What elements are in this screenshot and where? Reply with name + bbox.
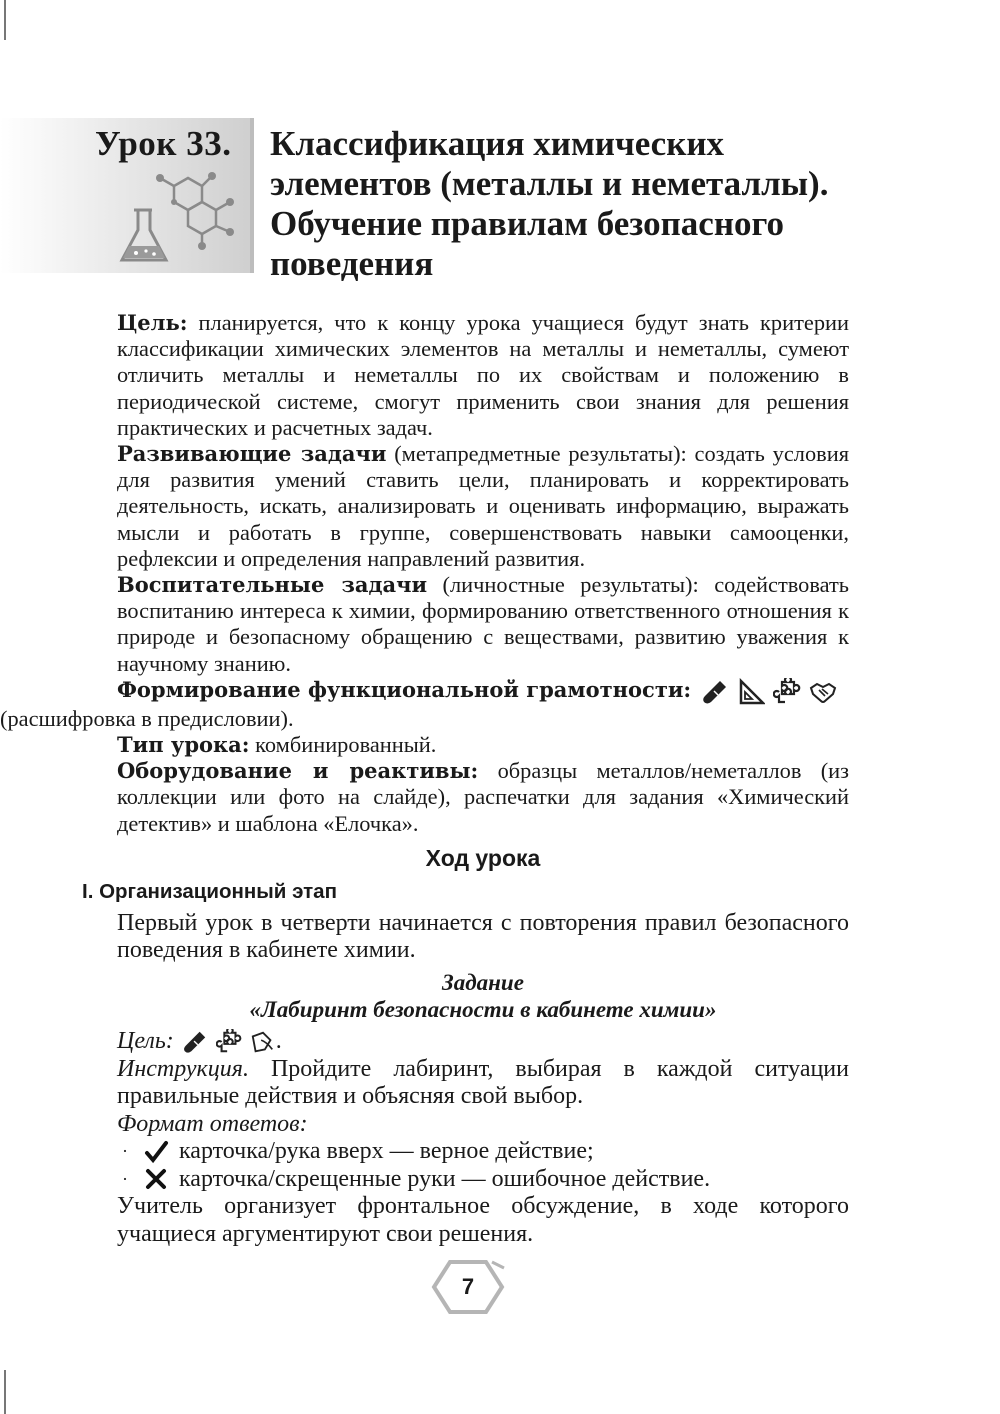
goal-text: планируется, что к концу урока учащиеся будут знать критерии классификации химических элементов на металлы и неметаллы, сумеют отличить металлы и неметаллы по их свойствам и положению в периодической системе, смогут применить свои знания для решения практических и расчетных задач. <box>117 310 849 440</box>
lesson-title-line: Классификация химических <box>270 124 725 163</box>
goal-label: Цель: <box>117 310 188 335</box>
answer-correct <box>117 1138 849 1166</box>
bullet-dot: · <box>122 1141 128 1161</box>
developing-label: Развивающие задачи <box>117 441 387 467</box>
educational-paragraph <box>117 572 849 677</box>
task-instruction <box>117 1056 849 1111</box>
task-title: Задание <box>442 970 524 995</box>
crop-mark-bottom <box>4 1370 6 1414</box>
test-tube-icon <box>182 1029 208 1055</box>
task-closing: Учитель организует фронтальное обсуждение, в ходе которого учащиеся аргументируют свои решения. <box>117 1193 849 1247</box>
lesson-title <box>270 124 950 284</box>
task-instruction-text: Пройдите лабиринт, выбирая в каждой ситуации правильные действия и объясняя свой выбор. <box>117 1055 849 1109</box>
lesson-objectives <box>0 310 849 837</box>
developing-paragraph <box>117 441 849 572</box>
equipment-label: Оборудование и реактивы: <box>117 758 479 784</box>
course-heading: Ход урока <box>425 845 541 871</box>
lesson-title-line: Обучение правилам безопасного <box>270 204 785 243</box>
lesson-type-label: Тип урока: <box>117 731 250 757</box>
crop-mark-top <box>4 0 6 40</box>
task-format-label: Формат ответов: <box>117 1110 308 1137</box>
task-goal-line <box>117 1028 849 1056</box>
answer-wrong <box>117 1166 849 1194</box>
educational-label: Воспитательные задачи <box>117 572 428 598</box>
lesson-number: Урок 33. <box>95 124 232 163</box>
puzzle-icon <box>773 678 801 706</box>
cross-icon <box>143 1166 169 1192</box>
literacy-label: Формирование функциональной грамотности: <box>117 676 692 702</box>
hand-writing-icon <box>250 1029 276 1055</box>
handshake-icon <box>809 678 837 706</box>
stage-heading: I. Организационный этап <box>82 880 337 903</box>
test-tube-icon <box>701 678 729 706</box>
lesson-type-text: комбинированный. <box>255 731 437 757</box>
goal-paragraph <box>117 310 849 441</box>
equipment-text: образцы металлов/неметаллов (из коллекции или фото на слайде), распечатки для задания «Химический детектив» и шаблона «Елочка». <box>117 758 849 836</box>
answer-correct-text: карточка/рука вверх — верное действие; <box>179 1138 594 1164</box>
bullet-dot: · <box>122 1168 128 1189</box>
lesson-type-paragraph <box>117 732 849 758</box>
task-goal-end: . <box>275 1028 282 1054</box>
checkmark-icon <box>143 1139 169 1165</box>
educational-text: (личностные результаты): содействовать воспитанию интереса к химии, формированию ответственного отношения к природе и безопасному обращению с веществами, развитию уважения к научному знанию. <box>117 572 849 676</box>
page-number: 7 <box>461 1274 475 1299</box>
answer-wrong-text: карточка/скрещенные руки — ошибочное действие. <box>179 1165 711 1192</box>
equipment-paragraph <box>117 758 849 837</box>
task-goal-label: Цель: <box>117 1028 174 1054</box>
triangle-ruler-icon <box>737 678 765 706</box>
header-divider <box>250 118 254 273</box>
chemistry-flask-icon <box>112 168 237 268</box>
task-body <box>117 1028 849 1248</box>
puzzle-icon <box>216 1029 242 1055</box>
task-instruction-label: Инструкция. <box>117 1055 249 1082</box>
lesson-title-line: элементов (металлы и неметаллы). <box>270 164 829 203</box>
literacy-paragraph <box>117 677 849 706</box>
developing-text: (метапредметные результаты): создать условия для развития умений ставить цели, планировать и корректировать деятельность, искать, анализировать и оценивать информацию, выражать мысли и работать в группе, совершенствовать навыки самооценки, рефлексии и определения направлений развития. <box>117 441 849 571</box>
literacy-note: (расшифровка в предисловии). <box>0 705 294 731</box>
stage-text: Первый урок в четверти начинается с повторения правил безопасного поведения в кабинете химии. <box>117 910 849 963</box>
literacy-icons <box>701 678 837 706</box>
page-number-badge <box>430 1258 506 1316</box>
task-subtitle: «Лабиринт безопасности в кабинете химии» <box>249 997 717 1022</box>
lesson-title-line: поведения <box>270 244 434 283</box>
